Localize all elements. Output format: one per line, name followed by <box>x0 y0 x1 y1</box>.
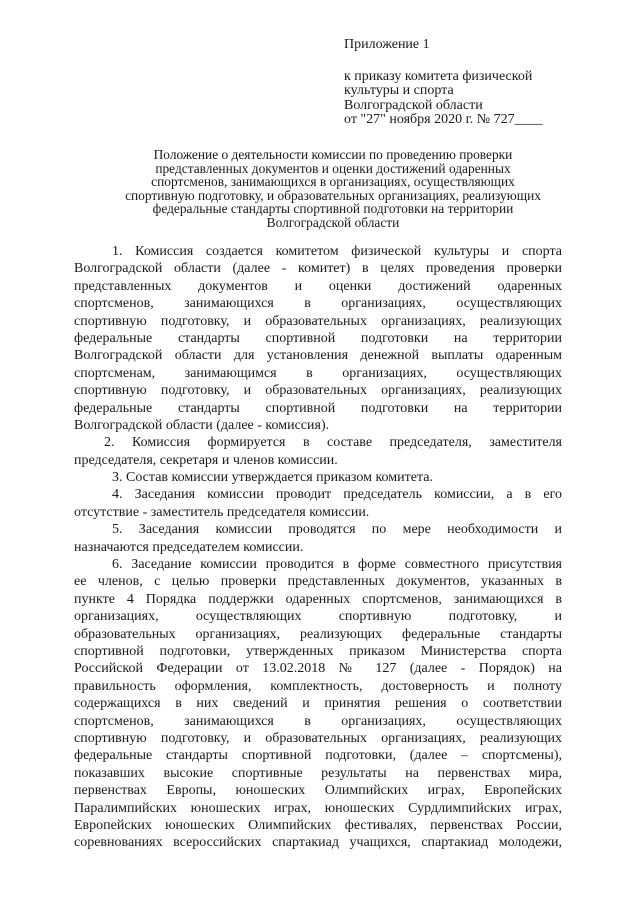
title-line: представленных документов и оценки достижений одаренных <box>155 160 511 176</box>
body-line: представленных документов и оценки достижений одаренных <box>74 278 562 294</box>
body-line: 3. Состав комиссии утверждается приказом комитета. <box>112 470 433 486</box>
body-line: 6. Заседание комиссии проводится в форме совместного присутствия <box>112 557 562 573</box>
body-line: Российской Федерации от 13.02.2018 № 127 (далее - Порядок) на <box>74 661 562 677</box>
title-line: Волгоградской области <box>266 214 400 230</box>
body-line: спортивную подготовку, и образовательных организациях, реализующих <box>74 383 562 399</box>
appendix-line: от "27" ноября 2020 г. № 727____ <box>344 112 543 127</box>
body-line: спортсменов, занимающихся в организациях, осуществляющих <box>74 713 562 729</box>
body-line: Европейских юношеских Олимпийских фестивалях, первенствах России, <box>74 817 562 833</box>
appendix-line: Волгоградской области <box>344 97 483 113</box>
appendix-line: к приказу комитета физической <box>344 68 533 84</box>
appendix-label: Приложение 1 <box>344 37 430 52</box>
body-line: федеральные стандарты спортивной подготовки, (далее – спортсмены), <box>74 748 562 764</box>
body-line: 2. Комиссия формируется в составе председателя, заместителя <box>104 435 562 451</box>
body-line: отсутствие - заместитель председателя комиссии. <box>74 504 370 520</box>
body-line: 1. Комиссия создается комитетом физической культуры и спорта <box>112 244 562 259</box>
body-line: Волгоградской области (далее - комитет) в целях проведения проверки <box>74 261 562 277</box>
body-line: спортсменам, занимающимся в организациях, осуществляющих <box>74 365 562 381</box>
body-line: показавших высокие спортивные результаты на первенствах мира, <box>74 765 562 781</box>
title-line: спортсменов, занимающихся в организациях, осуществляющих <box>151 174 515 189</box>
body-line: правильность оформления, комплектность, достоверность и полноту <box>74 678 562 694</box>
body-line: 4. Заседания комиссии проводит председатель комиссии, а в его <box>112 487 562 503</box>
title-line: Положение о деятельности комиссии по проведению проверки <box>153 147 513 162</box>
appendix-line: культуры и спорта <box>344 83 454 98</box>
body-line: 5. Заседания комиссии проводятся по мере необходимости и <box>112 522 562 538</box>
body-line: первенствах Европы, юношеских Олимпийских играх, Европейских <box>74 783 562 799</box>
body-line: Волгоградской области для установления денежной выплаты одаренным <box>74 348 562 364</box>
body-line: федеральные стандарты спортивной подготовки на территории <box>74 330 562 346</box>
body-line: федеральные стандарты спортивной подготовки на территории <box>74 400 562 416</box>
title-line: федеральные стандарты спортивной подготовки на территории <box>152 201 514 216</box>
body-line: назначаются председателем комиссии. <box>74 539 304 555</box>
body-line: Паралимпийских юношеских играх, юношеских Сурдлимпийских играх, <box>74 800 562 816</box>
document-body <box>74 243 562 852</box>
body-line: спортсменов, занимающихся в организациях, осуществляющих <box>74 296 562 312</box>
body-line: Волгоградской области (далее - комиссия). <box>74 417 330 433</box>
body-line: содержащихся в них сведений и принятия решения о соответствии <box>74 696 562 712</box>
title-line: спортивную подготовку, и образовательных организациях, реализующих <box>125 187 541 203</box>
body-line: спортивную подготовку, и образовательных организациях, реализующих <box>74 313 562 329</box>
appendix-header <box>344 38 604 128</box>
body-line: организациях, осуществляющих спортивную подготовку, и <box>74 609 562 625</box>
document-title <box>96 148 570 229</box>
body-line: председателя, секретаря и членов комиссии. <box>74 452 338 468</box>
body-line: соревнованиях всероссийских спартакиад учащихся, спартакиад молодежи, <box>74 835 562 851</box>
body-line: образовательных организациях, реализующих федеральные стандарты <box>74 626 562 642</box>
body-line: ее членов, с целью проверки представленных документов, указанных в <box>74 574 562 590</box>
body-line: пункте 4 Порядка поддержки одаренных спортсменов, занимающихся в <box>74 591 562 607</box>
body-line: спортивную подготовку, и образовательных организациях, реализующих <box>74 730 562 746</box>
body-line: спортивной подготовки, утвержденных приказом Министерства спорта <box>74 643 562 659</box>
